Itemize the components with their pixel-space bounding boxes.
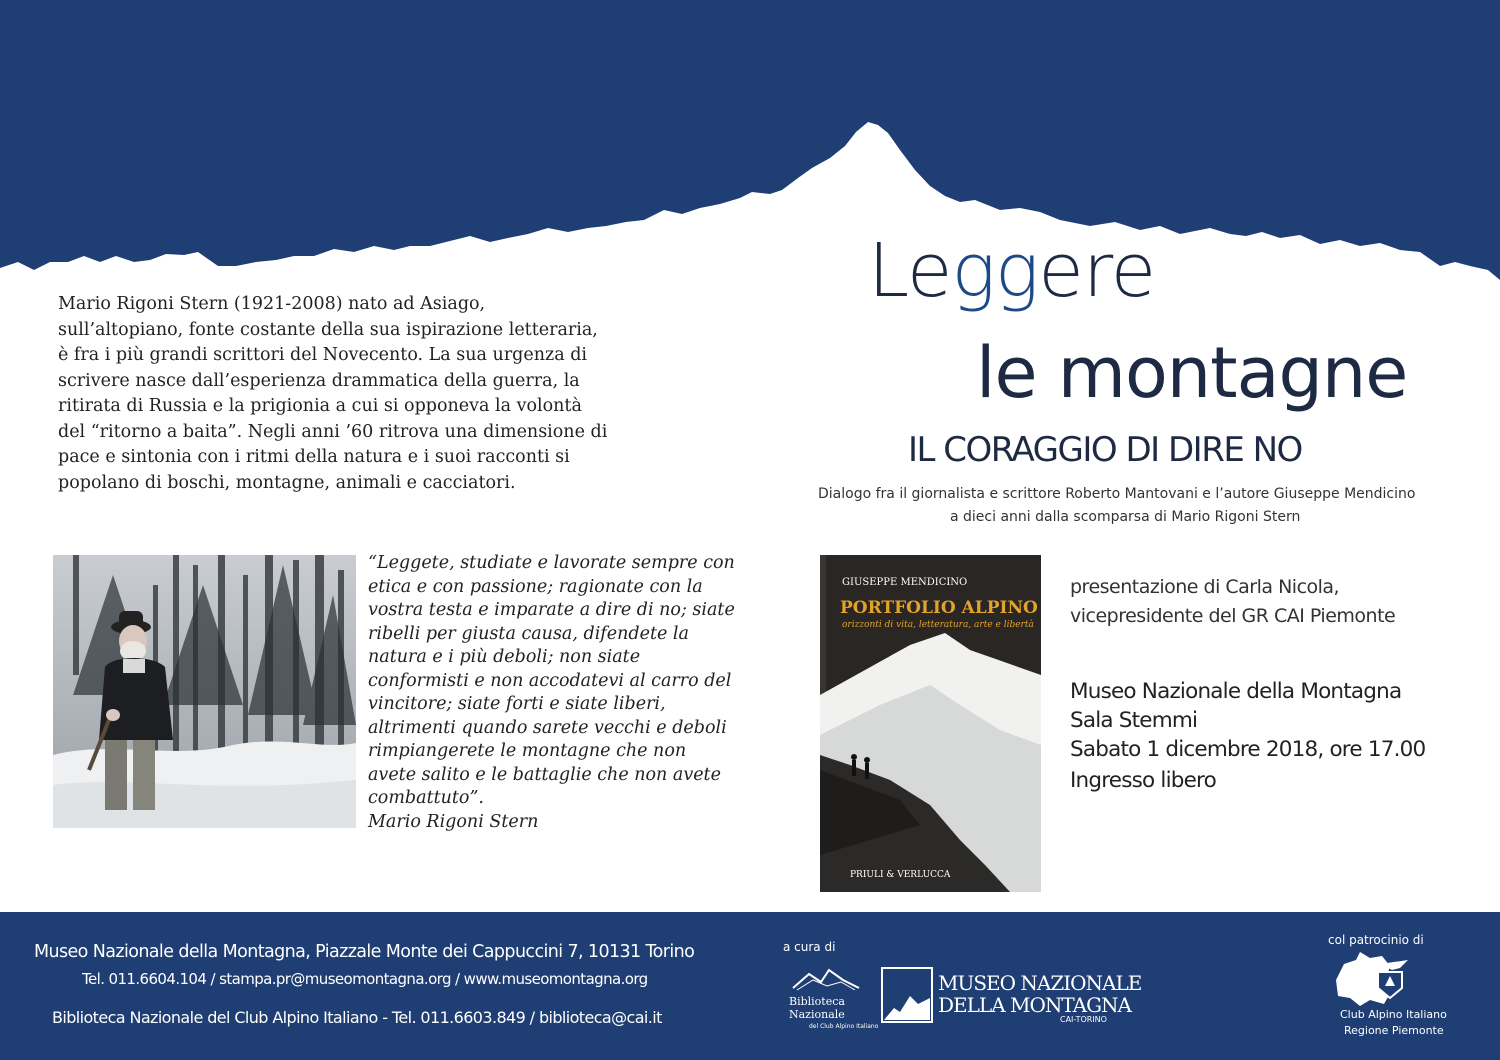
col-patrocinio-di-label: col patrocinio di — [1328, 933, 1424, 947]
logo-museo-line-1: MUSEO NAZIONALE — [938, 971, 1142, 995]
intro-line: è fra i più grandi scrittori del Novecento. La sua urgenza di — [58, 345, 588, 365]
title-leggere — [868, 228, 1155, 314]
biblioteca-nazionale-logo — [783, 964, 879, 1036]
quote-line: conformisti e non accodatevi al carro del — [368, 670, 732, 691]
intro-line: popolano di boschi, montagne, animali e cacciatori. — [58, 472, 516, 493]
cai-text-line-2: Regione Piemonte — [1344, 1024, 1444, 1037]
quote-line: vostra testa e imparate a dire di no; siate — [368, 600, 735, 620]
event-date: Sabato 1 dicembre 2018, ore 17.00 — [1070, 737, 1426, 762]
title-part-gg: gg — [951, 228, 1039, 314]
footer-museum-line — [34, 942, 694, 962]
quote-author: Mario Rigoni Stern — [368, 811, 539, 832]
mountain-skyline-band — [0, 0, 1500, 300]
logo-museo-line-3: CAI-TORINO — [1060, 1015, 1107, 1024]
quote-line: natura e i più deboli; non siate — [368, 647, 641, 667]
intro-line: Mario Rigoni Stern (1921-2008) nato ad Asiago, — [58, 294, 486, 314]
footer-museum-address: Piazzale Monte dei Cappuccini 7, 10131 Torino — [315, 942, 695, 962]
intro-line: pace e sintonia con i ritmi della natura e i suoi racconti si — [58, 447, 570, 467]
event-venue: Museo Nazionale della Montagna — [1070, 679, 1402, 704]
intro-line: sull’altopiano, fonte costante della sua ispirazione letteraria, — [58, 319, 598, 340]
book-publisher: PRIULI & VERLUCCA — [850, 870, 951, 880]
cai-text-line-1: Club Alpino Italiano — [1340, 1008, 1447, 1021]
event-entry: Ingresso libero — [1070, 768, 1216, 793]
subtitle: IL CORAGGIO DI DIRE NO — [908, 430, 1302, 470]
footer-museum-contacts: Tel. 011.6604.104 / stampa.pr@museomontagna.org / www.museomontagna.org — [82, 970, 648, 988]
author-photo — [53, 555, 356, 828]
dialog-line-2: a dieci anni dalla scomparsa di Mario Rigoni Stern — [950, 509, 1301, 525]
book-subtitle: orizzonti di vita, letteratura, arte e libertà — [842, 620, 1034, 630]
logo-bib-line-2: Nazionale — [789, 1008, 845, 1021]
quote-line: vincitore; siate forti e siate liberi, — [368, 694, 666, 714]
quote-block — [368, 552, 735, 834]
title-le-montagne: le montagne — [976, 332, 1408, 414]
quote-line: ribelli per giusta causa, difendete la — [368, 623, 689, 644]
intro-line: ritirata di Russia e la prigionia a cui si opponeva la volontà — [58, 396, 582, 416]
logo-bib-line-1: Biblioteca — [789, 995, 845, 1008]
footer-museum-name: Museo Nazionale della Montagna, — [34, 942, 311, 962]
quote-line: etica e con passione; ragionate con la — [368, 576, 703, 597]
footer-library: Biblioteca Nazionale del Club Alpino Italiano - Tel. 011.6603.849 / biblioteca@cai.it — [52, 1008, 662, 1027]
intro-line: scrivere nasce dall’esperienza drammatica della guerra, la — [58, 370, 580, 391]
a-cura-di-label: a cura di — [783, 940, 836, 954]
dialog-line-1: Dialogo fra il giornalista e scrittore Roberto Mantovani e l’autore Giuseppe Mendicino — [818, 486, 1416, 502]
quote-line: combattuto”. — [368, 788, 484, 808]
book-cover — [820, 555, 1041, 892]
quote-line: “Leggete, studiate e lavorate sempre con — [368, 553, 735, 573]
title-part-ere: ere — [1038, 228, 1156, 314]
book-author: GIUSEPPE MENDICINO — [842, 577, 968, 588]
quote-line: altrimenti quando sarete vecchi e deboli — [368, 717, 727, 738]
intro-paragraph — [58, 292, 698, 496]
cai-piemonte-logo — [1330, 950, 1412, 1010]
logo-bib-line-3: del Club Alpino Italiano — [809, 1023, 879, 1030]
book-title: PORTFOLIO ALPINO — [840, 598, 1038, 618]
title-part-le: Le — [868, 228, 952, 314]
quote-line: avete salito e le battaglie che non avete — [368, 764, 721, 785]
event-room: Sala Stemmi — [1070, 708, 1198, 733]
logo-museo-line-2: DELLA MONTAGNA — [938, 993, 1131, 1017]
presentation-line-1: presentazione di Carla Nicola, — [1070, 576, 1340, 598]
quote-line: rimpiangerete le montagne che non — [368, 741, 687, 761]
museo-nazionale-montagna-logo — [880, 968, 1142, 1024]
presentation-line-2: vicepresidente del GR CAI Piemonte — [1070, 605, 1396, 627]
intro-line: del “ritorno a baita”. Negli anni ’60 ritrova una dimensione di — [58, 421, 608, 442]
